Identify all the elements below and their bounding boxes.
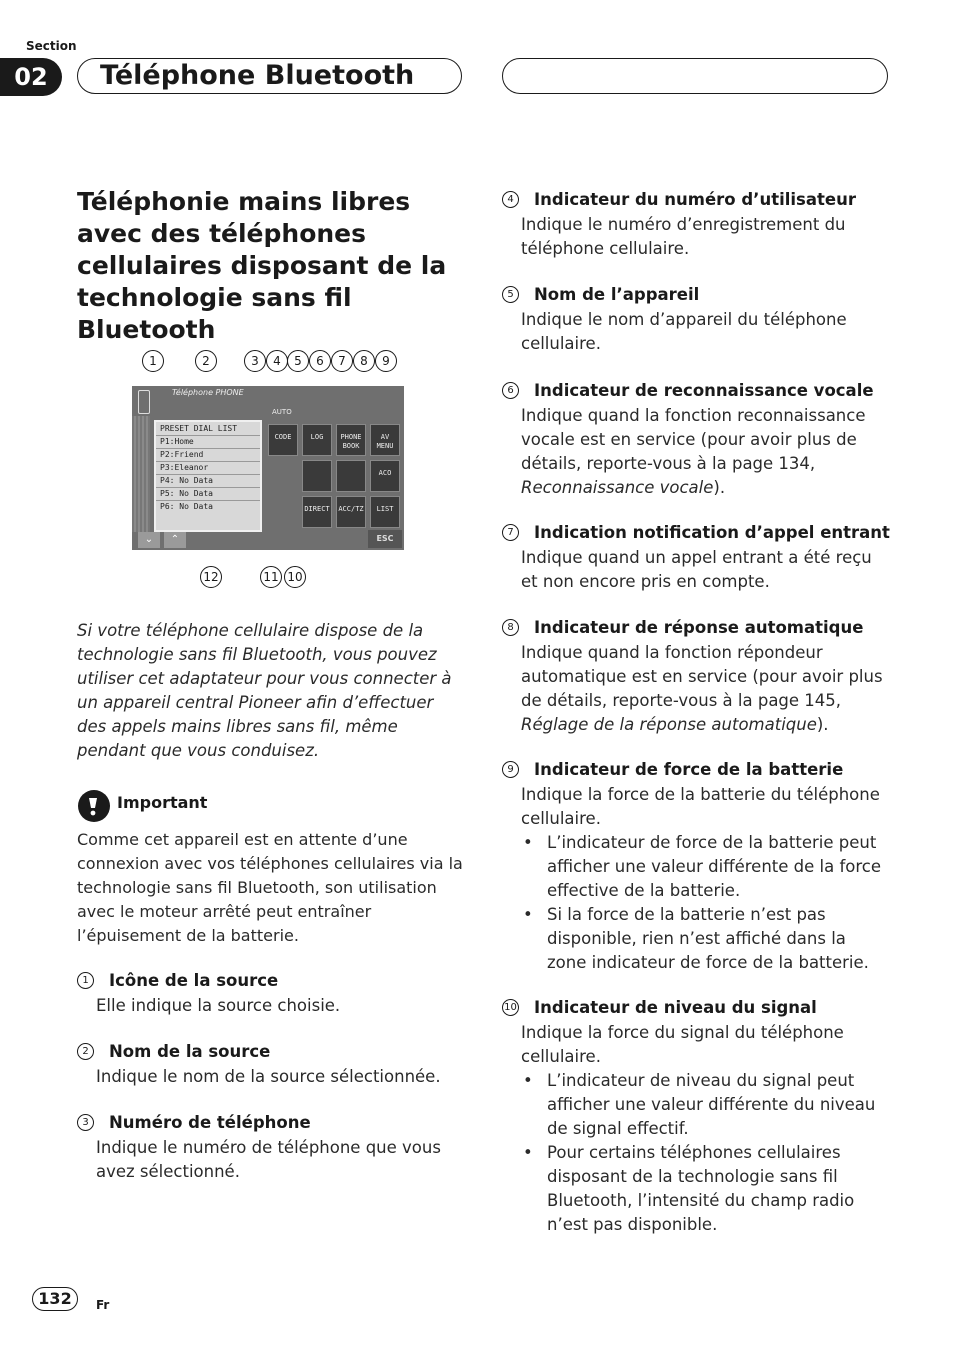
bullet-icon: • bbox=[523, 905, 533, 924]
callout-8: 8 bbox=[353, 350, 375, 372]
item-title: Nom de l’appareil bbox=[534, 285, 700, 304]
preset-list-title: PRESET DIAL LIST bbox=[160, 424, 238, 433]
item-text: Indique la force du signal du téléphone cellulaire. bbox=[521, 1023, 844, 1066]
item-number: 8 bbox=[502, 619, 519, 636]
bullet-icon: • bbox=[523, 1143, 533, 1162]
important-text: Comme cet appareil est en attente d’une connexion avec vos téléphones cellulaires via la technologie sans fil Bluetooth, son utilisation avec le moteur arrêté peut entraîner l’épuisement de la batterie. bbox=[77, 830, 463, 945]
item-number: 4 bbox=[502, 191, 519, 208]
important-label: Important bbox=[117, 793, 208, 812]
callout-4: 4 bbox=[266, 350, 288, 372]
item-number: 6 bbox=[502, 382, 519, 399]
nav-down-icon: ⌄ bbox=[138, 532, 160, 548]
item-title: Numéro de téléphone bbox=[109, 1113, 311, 1132]
item-title: Indicateur du numéro d’utilisateur bbox=[534, 190, 856, 209]
item-number: 2 bbox=[77, 1043, 94, 1060]
list-item: P1:Home bbox=[156, 435, 260, 448]
item-text: Indique quand la fonction reconnaissance vocale est en service (pour avoir plus de détails, reporte-vous à la page 134, Reconnaissance vocale). bbox=[521, 406, 866, 497]
callout-1: 1 bbox=[142, 350, 164, 372]
phone-source-icon bbox=[138, 390, 150, 414]
item-number: 10 bbox=[502, 999, 519, 1016]
screen-button: LOG bbox=[302, 424, 332, 456]
callout-12: 12 bbox=[200, 566, 222, 588]
item-number: 1 bbox=[77, 972, 94, 989]
important-icon bbox=[78, 790, 110, 822]
item-number: 5 bbox=[502, 286, 519, 303]
item-text: Indique le numéro de téléphone que vous avez sélectionné. bbox=[96, 1138, 441, 1181]
esc-label: ESC bbox=[368, 530, 402, 548]
screen-source-name: Téléphone PHONE bbox=[172, 388, 244, 397]
item-title: Icône de la source bbox=[109, 971, 279, 990]
screen-button: AV MENU bbox=[370, 424, 400, 456]
screen-status-indicators: AUTO bbox=[272, 408, 292, 416]
callout-10: 10 bbox=[284, 566, 306, 588]
page-title: Téléphonie mains libres avec des téléphones cellulaires disposant de la technologie sans fil Bluetooth bbox=[77, 187, 447, 344]
screen-button: LIST bbox=[370, 496, 400, 528]
callout-9: 9 bbox=[375, 350, 397, 372]
item-text: Indique le nom de la source sélectionnée. bbox=[96, 1067, 441, 1086]
device-screen-figure bbox=[132, 386, 404, 550]
screen-button: PHONE BOOK bbox=[336, 424, 366, 456]
page-reference: Réglage de la réponse automatique bbox=[521, 715, 817, 734]
screen-button: DIRECT bbox=[302, 496, 332, 528]
item-title: Indicateur de force de la batterie bbox=[534, 760, 844, 779]
figure-callouts-top bbox=[134, 348, 404, 374]
section-number: 02 bbox=[0, 58, 62, 96]
item-title: Nom de la source bbox=[109, 1042, 271, 1061]
item-text: Elle indique la source choisie. bbox=[96, 996, 341, 1015]
item-number: 7 bbox=[502, 524, 519, 541]
screen-button: CODE bbox=[268, 424, 298, 456]
item-number: 9 bbox=[502, 761, 519, 778]
hangup-handset-icon bbox=[336, 460, 366, 492]
list-item: P2:Friend bbox=[156, 448, 260, 461]
list-item: P4: No Data bbox=[156, 474, 260, 487]
screen-side-strip bbox=[132, 416, 150, 532]
header-empty-frame bbox=[502, 58, 888, 94]
item-title: Indicateur de niveau du signal bbox=[534, 998, 817, 1017]
language-label: Fr bbox=[96, 1298, 110, 1312]
list-item: P6: No Data bbox=[156, 500, 260, 513]
page-number: 132 bbox=[32, 1287, 78, 1311]
list-item: P3:Eleanor bbox=[156, 461, 260, 474]
screen-button: ACC/TZ bbox=[336, 496, 366, 528]
screen-button: ACO bbox=[370, 460, 400, 492]
item-text: Indique le numéro d’enregistrement du téléphone cellulaire. bbox=[521, 215, 846, 258]
callout-11: 11 bbox=[260, 566, 282, 588]
page-reference: Reconnaissance vocale bbox=[521, 478, 714, 497]
preset-dial-list bbox=[154, 420, 262, 532]
item-title: Indicateur de reconnaissance vocale bbox=[534, 381, 874, 400]
item-text: Indique quand la fonction répondeur automatique est en service (pour avoir plus de détails, reporte-vous à la page 145, Réglage de la réponse automatique). bbox=[521, 643, 883, 734]
callout-3: 3 bbox=[244, 350, 266, 372]
bullet-icon: • bbox=[523, 1071, 533, 1090]
callout-5: 5 bbox=[287, 350, 309, 372]
intro-paragraph: Si votre téléphone cellulaire dispose de la technologie sans fil Bluetooth, vous pouvez utiliser cet adaptateur pour vous connecter à un appareil central Pioneer afin d’effectuer des appels mains libres sans fil, même pendant que vous conduisez. bbox=[77, 621, 452, 760]
figure-callouts-bottom bbox=[198, 565, 318, 589]
item-title: Indicateur de réponse automatique bbox=[534, 618, 864, 637]
item-text: Indique la force de la batterie du téléphone cellulaire. bbox=[521, 785, 880, 828]
list-item: P5: No Data bbox=[156, 487, 260, 500]
item-number: 3 bbox=[77, 1114, 94, 1131]
item-title: Indication notification d’appel entrant bbox=[534, 523, 890, 542]
bullet-icon: • bbox=[523, 833, 533, 852]
call-handset-icon bbox=[302, 460, 332, 492]
item-text: Indique quand un appel entrant a été reçu et non encore pris en compte. bbox=[521, 548, 872, 591]
item-text: Indique le nom d’appareil du téléphone cellulaire. bbox=[521, 310, 847, 353]
callout-6: 6 bbox=[309, 350, 331, 372]
callout-7: 7 bbox=[331, 350, 353, 372]
callout-2: 2 bbox=[195, 350, 217, 372]
section-label: Section bbox=[26, 39, 77, 53]
nav-up-icon: ⌃ bbox=[164, 532, 186, 548]
header-title: Téléphone Bluetooth bbox=[100, 60, 415, 91]
